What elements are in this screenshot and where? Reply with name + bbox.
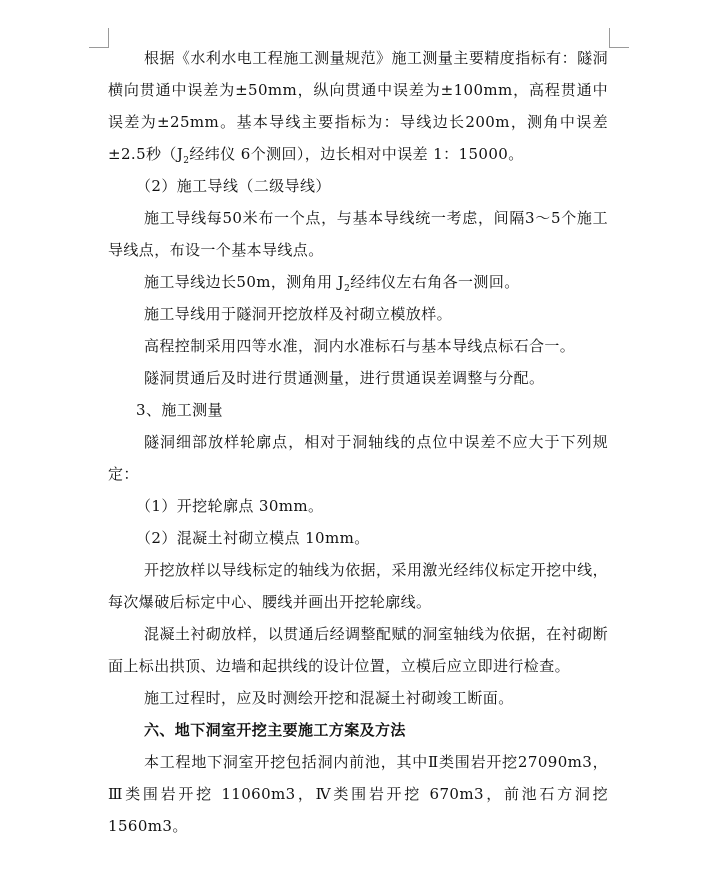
document-body bbox=[108, 42, 608, 842]
crop-mark-top-right bbox=[609, 28, 629, 48]
section-heading-excavation-plan: 六、地下洞室开挖主要施工方案及方法 bbox=[144, 721, 406, 739]
paragraph-text: 经纬仪左右角各一测回。 bbox=[350, 273, 520, 291]
subheading-construction-traverse: （2）施工导线（二级导线） bbox=[136, 177, 331, 195]
paragraph-traverse-use: 施工导线用于隧洞开挖放样及衬砌立模放样。 bbox=[144, 305, 453, 323]
paragraph-text: 经纬仪 6个测回），边长相对中误差 1：15000。 bbox=[189, 145, 524, 163]
paragraph-elevation-control: 高程控制采用四等水准，洞内水准标石与基本导线点标石合一。 bbox=[144, 337, 576, 355]
list-item-formwork-point: （2）混凝土衬砌立模点 10mm。 bbox=[136, 529, 370, 547]
crop-mark-top-left bbox=[89, 28, 109, 48]
subscript: 2 bbox=[344, 284, 351, 294]
paragraph-precision-specs bbox=[108, 42, 608, 170]
paragraph-detail-setout: 隧洞细部放样轮廓点，相对于洞轴线的点位中误差不应大于下列规定： bbox=[108, 433, 608, 483]
paragraph-excavation-quantities: 本工程地下洞室开挖包括洞内前池，其中Ⅱ类围岩开挖27090m3，Ⅲ类围岩开挖 11060m3，Ⅳ类围岩开挖 670m3，前池石方洞挖 1560m3。 bbox=[108, 753, 608, 835]
paragraph-traverse-side-length bbox=[108, 266, 608, 298]
subscript: 2 bbox=[183, 156, 190, 166]
list-item-excavation-contour: （1）开挖轮廓点 30mm。 bbox=[136, 497, 324, 515]
paragraph-traverse-spacing: 施工导线每50米布一个点，与基本导线统一考虑，间隔3～5个施工导线点，布设一个基本导线点。 bbox=[108, 209, 608, 259]
subheading-construction-survey: 3、施工测量 bbox=[136, 401, 223, 419]
paragraph-lining-setout: 混凝土衬砌放样，以贯通后经调整配赋的洞室轴线为依据，在衬砌断面上标出拱顶、边墙和起拱线的设计位置，立模后应立即进行检查。 bbox=[108, 625, 608, 675]
paragraph-as-built-survey: 施工过程时，应及时测绘开挖和混凝土衬砌竣工断面。 bbox=[144, 689, 514, 707]
paragraph-text: 施工导线边长50m，测角用 J bbox=[144, 273, 345, 291]
paragraph-text: 根据《水利水电工程施工测量规范》施工测量主要精度指标有：隧洞横向贯通中误差为±50mm，纵向贯通中误差为±100mm，高程贯通中误差为±25mm。基本导线主要指标为：导线边长200m，测角中误差±2.5秒（J bbox=[108, 49, 608, 163]
paragraph-excavation-setout: 开挖放样以导线标定的轴线为依据，采用激光经纬仪标定开挖中线，每次爆破后标定中心、腰线并画出开挖轮廓线。 bbox=[108, 561, 608, 611]
paragraph-breakthrough-survey: 隧洞贯通后及时进行贯通测量，进行贯通误差调整与分配。 bbox=[144, 369, 545, 387]
